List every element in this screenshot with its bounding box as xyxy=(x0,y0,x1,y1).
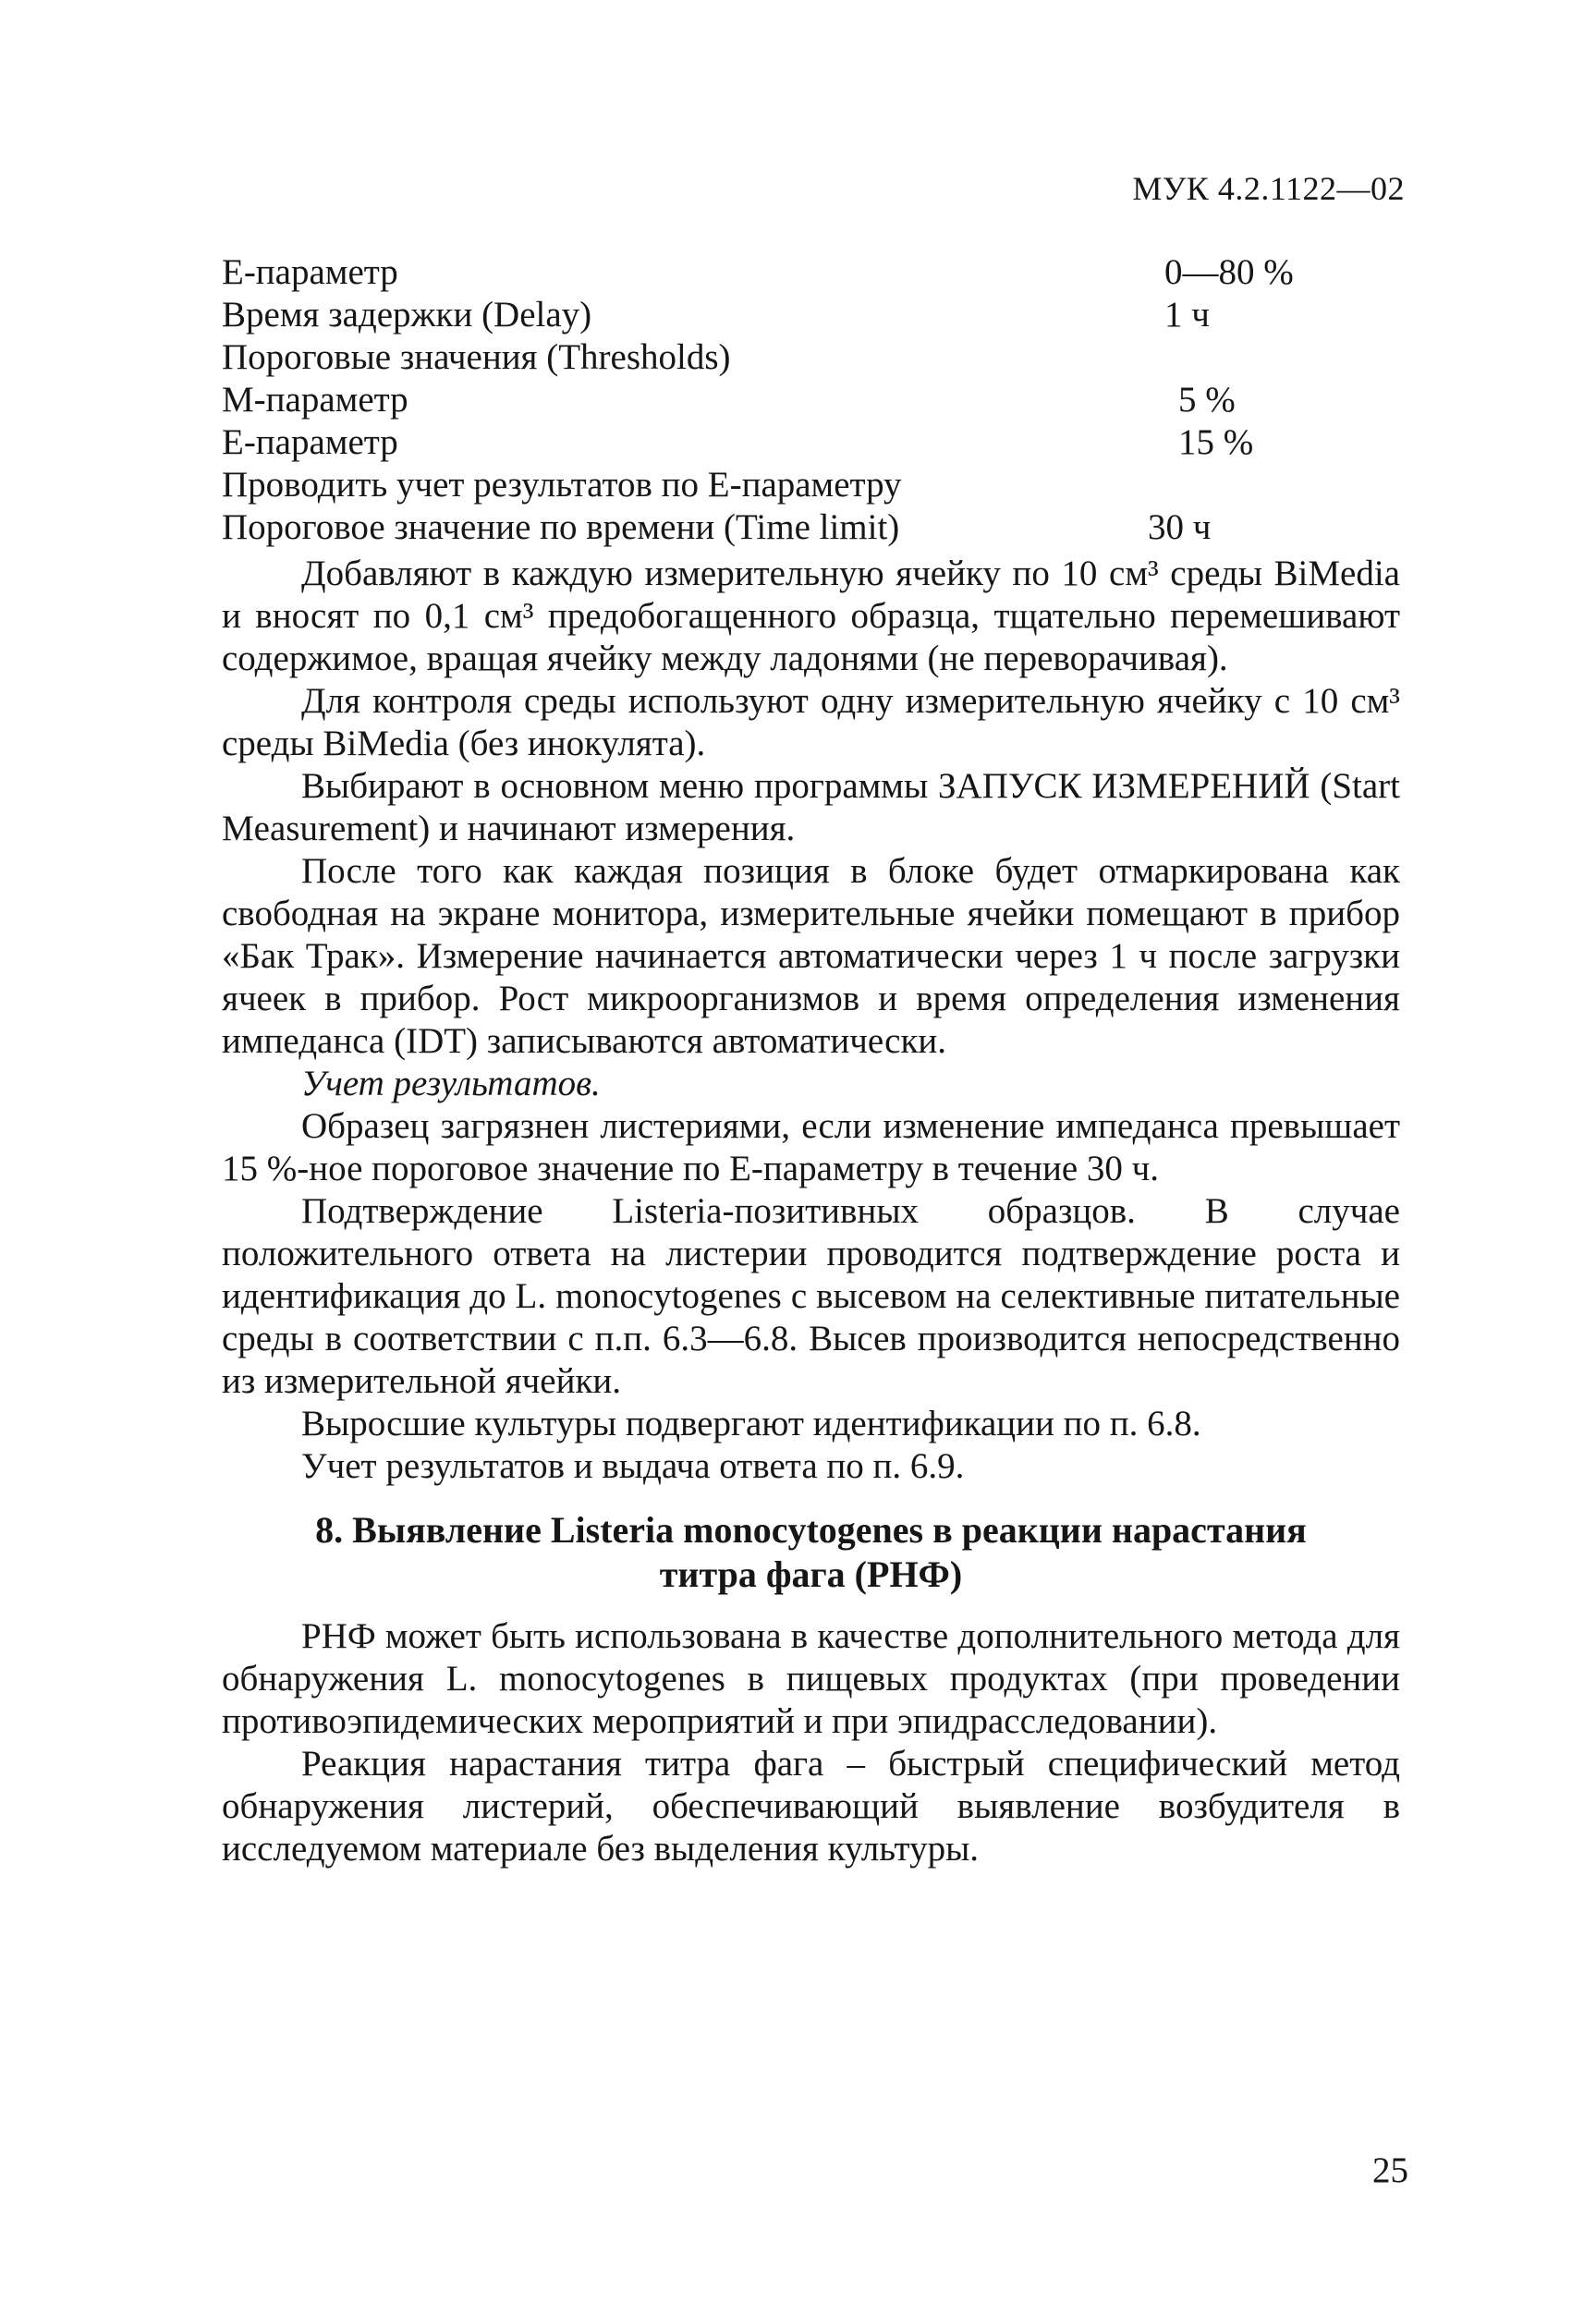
parameter-row xyxy=(222,464,1405,506)
paragraph: РНФ может быть использована в качестве дополнительного метода для обнаружения L. monocytogenes в пищевых продуктах (при проведении противоэпидемических мероприятий и при эпидрасследовании). xyxy=(222,1616,1400,1741)
paragraph: Выбирают в основном меню программы ЗАПУСК ИЗМЕРЕНИЙ (Start Measurement) и начинают измерения. xyxy=(222,766,1400,848)
parameter-name: М-параметр xyxy=(222,380,408,420)
parameter-value: 0—80 % xyxy=(1164,252,1294,292)
page-number: 25 xyxy=(1372,2150,1408,2190)
parameter-name: Пороговые значения (Thresholds) xyxy=(222,337,731,377)
section-title xyxy=(222,1508,1400,1597)
paragraph: Добавляют в каждую измерительную ячейку по 10 см³ среды BiMedia и вносят по 0,1 см³ предобогащенного образца, тщательно перемешивают содержимое, вращая ячейку между ладонями (не переворачивая). xyxy=(222,554,1400,678)
paragraph: После того как каждая позиция в блоке будет отмаркирована как свободная на экране монитора, измерительные ячейки помещают в прибор «Бак Трак». Измерение начинается автоматически через 1 ч после загрузки ячеек в прибор. Рост микроорганизмов и время определения изменения импеданса (IDT) записываются автоматически. xyxy=(222,851,1400,1061)
parameter-row xyxy=(222,379,1405,421)
parameter-value: 15 % xyxy=(1178,422,1254,462)
parameter-row xyxy=(222,421,1405,464)
section-title-line: 8. Выявление Listeria monocytogenes в реакции нарастания xyxy=(315,1509,1307,1551)
paragraph: Образец загрязнен листериями, если изменение импеданса превышает 15 %-ное пороговое значение по Е-параметру в течение 30 ч. xyxy=(222,1106,1400,1188)
parameter-value: 5 % xyxy=(1178,380,1236,420)
parameter-value: 1 ч xyxy=(1164,295,1210,335)
paragraph: Для контроля среды используют одну измерительную ячейку с 10 см³ среды BiMedia (без инокулята). xyxy=(222,681,1400,763)
parameter-row xyxy=(222,336,1405,379)
parameter-row xyxy=(222,294,1405,336)
document-code: МУК 4.2.1122—02 xyxy=(1132,170,1405,207)
parameter-name: Е-параметр xyxy=(222,422,398,462)
section-title-line: титра фага (РНФ) xyxy=(659,1553,963,1595)
parameter-row xyxy=(222,506,1405,549)
paragraph: Подтверждение Listeria-позитивных образцов. В случае положительного ответа на листерии проводится подтверждение роста и идентификация до L. monocytogenes с высевом на селективные питательные среды в соответствии с п.п. 6.3—6.8. Высев производится непосредственно из измерительной ячейки. xyxy=(222,1191,1400,1401)
parameter-name: Пороговое значение по времени (Time limit) xyxy=(222,507,900,547)
paragraph: Учет результатов и выдача ответа по п. 6.9. xyxy=(301,1446,965,1486)
body-text xyxy=(222,553,1400,1870)
parameter-list xyxy=(222,251,1405,549)
parameter-value: 30 ч xyxy=(1148,507,1212,547)
paragraph: Выросшие культуры подвергают идентификации по п. 6.8. xyxy=(301,1404,1201,1443)
subheading-results: Учет результатов. xyxy=(301,1064,601,1103)
parameter-name: Время задержки (Delay) xyxy=(222,295,592,335)
paragraph: Реакция нарастания титра фага – быстрый специфический метод обнаружения листерий, обеспечивающий выявление возбудителя в исследуемом материале без выделения культуры. xyxy=(222,1744,1400,1869)
parameter-row xyxy=(222,251,1405,294)
parameter-name: Е-параметр xyxy=(222,252,398,292)
parameter-name: Проводить учет результатов по Е-параметру xyxy=(222,465,902,505)
